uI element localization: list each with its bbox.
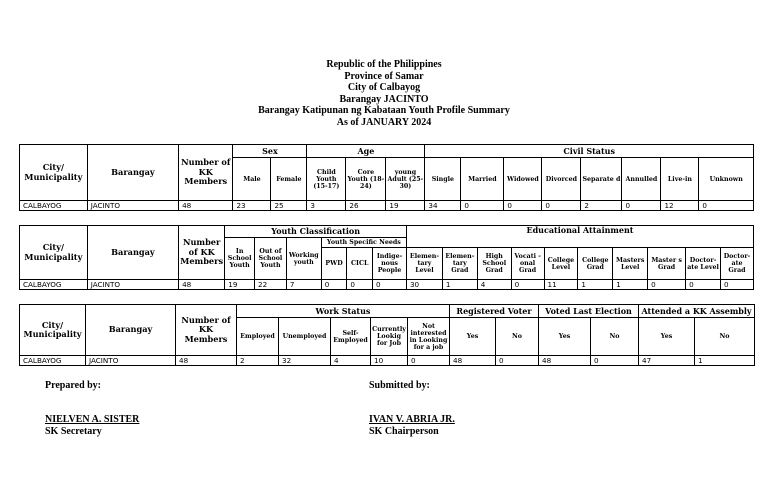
- prepared-by-name: NIELVEN A. SISTER: [45, 414, 140, 425]
- col-city: City/ Municipality: [20, 145, 88, 201]
- cell-working-youth: 7: [286, 280, 321, 290]
- col-doctorate-grad: Doctor- ate Grad: [721, 248, 754, 280]
- group-youth-classification: Youth Classification: [225, 226, 407, 238]
- col-vocational-grad: Vocati -onal Grad: [511, 248, 544, 280]
- col-barangay: Barangay: [87, 226, 178, 280]
- col-out-of-school-youth: Out of School Youth: [255, 238, 287, 280]
- col-male: Male: [233, 158, 271, 201]
- cell-high-school-grad: 4: [477, 280, 511, 290]
- cell-single: 34: [425, 201, 461, 211]
- cell-attended-yes: 47: [639, 356, 695, 366]
- cell-members: 48: [179, 201, 233, 211]
- group-registered-voter: Registered Voter: [450, 305, 539, 318]
- cell-out-of-school-youth: 22: [255, 280, 287, 290]
- col-indigenous-people: Indige- nous People: [373, 248, 407, 280]
- submitted-by-title: SK Chairperson: [369, 426, 439, 437]
- col-voted-yes: Yes: [539, 318, 591, 356]
- col-college-level: College Level: [544, 248, 578, 280]
- work-voter-assembly-table: [19, 304, 755, 366]
- col-members: Number of KK Members: [179, 145, 233, 201]
- cell-registered-no: 0: [496, 356, 539, 366]
- col-divorced: Divorced: [542, 158, 581, 201]
- col-working-youth: Working youth: [286, 238, 321, 280]
- col-in-school-youth: In School Youth: [225, 238, 255, 280]
- cell-male: 23: [233, 201, 271, 211]
- group-attended-kk-assembly: Attended a KK Assembly: [639, 305, 755, 318]
- col-core-youth: Core Youth (18-24): [346, 158, 386, 201]
- cell-unemployed: 32: [279, 356, 331, 366]
- cell-annulled: 0: [622, 201, 661, 211]
- table-row: [20, 201, 754, 211]
- group-work-status: Work Status: [237, 305, 450, 318]
- cell-young-adult: 19: [386, 201, 425, 211]
- cell-college-grad: 1: [578, 280, 613, 290]
- cell-core-youth: 26: [346, 201, 386, 211]
- col-members: Number of KK Members: [176, 305, 237, 356]
- col-doctorate-level: Doctor- ate Level: [686, 248, 721, 280]
- cell-registered-yes: 48: [450, 356, 496, 366]
- col-single: Single: [425, 158, 461, 201]
- group-age: Age: [307, 145, 425, 158]
- col-married: Married: [461, 158, 504, 201]
- col-elementary-grad: Elemen- tary Grad: [442, 248, 477, 280]
- cell-barangay: JACINTO: [87, 201, 178, 211]
- sex-age-civil-status-table: [19, 144, 754, 211]
- cell-elementary-grad: 1: [442, 280, 477, 290]
- header-city: City of Calbayog: [347, 82, 421, 94]
- cell-members: 48: [176, 356, 237, 366]
- col-high-school-grad: High School Grad: [477, 248, 511, 280]
- col-not-interested: Not interested in Looking for a job: [408, 318, 450, 356]
- cell-city: CALBAYOG: [20, 356, 86, 366]
- cell-divorced: 0: [542, 201, 581, 211]
- header-republic: Republic of the Philippines: [326, 59, 442, 70]
- cell-voted-yes: 48: [539, 356, 591, 366]
- cell-voted-no: 0: [591, 356, 639, 366]
- col-live-in: Live-in: [661, 158, 699, 201]
- submitted-by-label: Submitted by:: [369, 380, 430, 391]
- cell-not-interested: 0: [408, 356, 450, 366]
- cell-attended-no: 1: [695, 356, 755, 366]
- col-attended-no: No: [695, 318, 755, 356]
- cell-elementary-level: 30: [406, 280, 442, 290]
- cell-female: 25: [271, 201, 307, 211]
- col-female: Female: [271, 158, 307, 201]
- col-members: Number of KK Members: [179, 226, 225, 280]
- col-masters-grad: Master s Grad: [648, 248, 686, 280]
- header-date: As of JANUARY 2024: [336, 116, 432, 128]
- cell-widowed: 0: [504, 201, 542, 211]
- header-report-title: Barangay Katipunan ng Kabataan Youth Profile Summary: [258, 105, 510, 117]
- submitted-by-name: IVAN V. ABRIA JR.: [369, 414, 455, 425]
- cell-barangay: JACINTO: [86, 356, 176, 366]
- col-employed: Employed: [237, 318, 279, 356]
- col-separated: Separate d: [581, 158, 622, 201]
- cell-barangay: JACINTO: [87, 280, 178, 290]
- group-youth-specific-needs: Youth Specific Needs: [321, 238, 406, 248]
- cell-doctorate-grad: 0: [721, 280, 754, 290]
- cell-college-level: 11: [544, 280, 578, 290]
- col-registered-yes: Yes: [450, 318, 496, 356]
- col-self-employed: Self- Employed: [331, 318, 371, 356]
- col-young-adult: young Adult (25-30): [386, 158, 425, 201]
- col-barangay: Barangay: [87, 145, 178, 201]
- col-masters-level: Masters Level: [613, 248, 648, 280]
- cell-married: 0: [461, 201, 504, 211]
- col-widowed: Widowed: [504, 158, 542, 201]
- col-annulled: Annulled: [622, 158, 661, 201]
- col-child-youth: Child Youth (15-17): [307, 158, 346, 201]
- header-province: Province of Samar: [344, 70, 424, 82]
- col-unemployed: Unemployed: [279, 318, 331, 356]
- youth-classification-education-table: [19, 225, 754, 290]
- group-sex: Sex: [233, 145, 307, 158]
- col-pwd: PWD: [321, 248, 347, 280]
- col-unknown: Unknown: [699, 158, 754, 201]
- cell-currently-looking-for-job: 10: [371, 356, 408, 366]
- col-cicl: CICL: [347, 248, 373, 280]
- group-educational-attainment: Educational Attainment: [406, 226, 753, 248]
- cell-in-school-youth: 19: [225, 280, 255, 290]
- col-attended-yes: Yes: [639, 318, 695, 356]
- report-header: [0, 59, 768, 129]
- col-currently-looking-for-job: Currently Lookig for Job: [371, 318, 408, 356]
- col-city: City/ Municipality: [20, 226, 88, 280]
- cell-members: 48: [179, 280, 225, 290]
- cell-unknown: 0: [699, 201, 754, 211]
- cell-separated: 2: [581, 201, 622, 211]
- cell-indigenous-people: 0: [373, 280, 407, 290]
- cell-child-youth: 3: [307, 201, 346, 211]
- col-voted-no: No: [591, 318, 639, 356]
- col-city: City/ Municipality: [20, 305, 86, 356]
- cell-doctorate-level: 0: [686, 280, 721, 290]
- cell-masters-grad: 0: [648, 280, 686, 290]
- cell-live-in: 12: [661, 201, 699, 211]
- cell-pwd: 0: [321, 280, 347, 290]
- col-registered-no: No: [496, 318, 539, 356]
- cell-city: CALBAYOG: [20, 201, 88, 211]
- col-elementary-level: Elemen- tary Level: [406, 248, 442, 280]
- cell-city: CALBAYOG: [20, 280, 88, 290]
- col-college-grad: College Grad: [578, 248, 613, 280]
- cell-employed: 2: [237, 356, 279, 366]
- table-row: [20, 356, 755, 366]
- header-barangay: Barangay JACINTO: [339, 93, 429, 105]
- cell-masters-level: 1: [613, 280, 648, 290]
- cell-cicl: 0: [347, 280, 373, 290]
- cell-vocational-grad: 0: [511, 280, 544, 290]
- group-civil-status: Civil Status: [425, 145, 754, 158]
- prepared-by-label: Prepared by:: [45, 380, 102, 391]
- col-barangay: Barangay: [86, 305, 176, 356]
- table-row: [20, 280, 754, 290]
- group-voted-last-election: Voted Last Election: [539, 305, 639, 318]
- cell-self-employed: 4: [331, 356, 371, 366]
- prepared-by-title: SK Secretary: [45, 426, 102, 437]
